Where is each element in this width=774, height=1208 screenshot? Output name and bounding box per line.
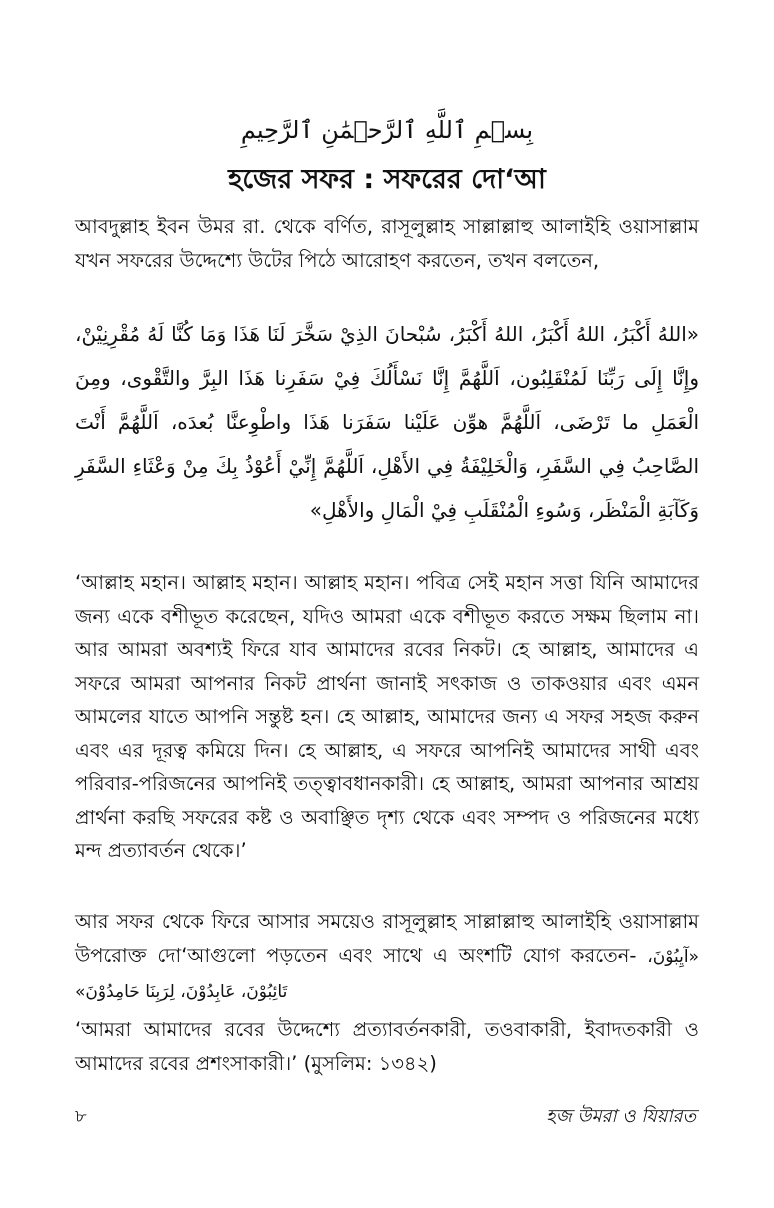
return-arabic-text: «آيِبُوْنَ، تَائِبُوْنَ، عَابِدُوْنَ، لِرَبِنَا حَامِدُوْنَ» (75, 946, 699, 1002)
return-intro-text: আর সফর থেকে ফিরে আসার সময়েও রাসূলুল্লাহ সাল্লাল্লাহু আলাইহি ওয়াসাল্লাম উপরোক্ত দো‘আগুলো পড়তেন এবং সাথে এ অংশটি যোগ করতেন- (75, 910, 699, 967)
arabic-dua-paragraph: «اللهُ أَكْبَرُ، اللهُ أَكْبَرُ، اللهُ أَكْبَرُ، سُبْحانَ الذِيْ سَخَّرَ لَنَا هَذَا وَمَا كُنَّا لَهُ مُقْرِنِيْنْ، وإِنَّا إِلَى رَبِّنَا لَمُنْقَلِبُون، اَللَّهُمَّ إِنَّا نَسْأَلُكَ فِيْ سَفَرِنا هَذَا البِرَّ والتَّقْوى، ومِنَ الْعَمَلِ ما تَرْضَى، اَللَّهُمَّ هوِّن عَلَيْنا سَفَرَنا هَذَا واطْوِعنَّا بُعدَه، اَللَّهُمَّ أَنْتَ الصَّاحِبُ فِي السَّفَرِ، وَالْخَلِيْفَةُ فِي الأَهْلِ، اَللَّهُمَّ إِنِّيْ أَعُوْذُ بِكَ مِنْ وَعْثَاءِ السَّفَرِ وَكَآبَةِ الْمَنْظَر، وَسُوءِ الْمُنْقَلَبِ فِيْ الْمَالِ والأَهْلِ» (75, 322, 699, 522)
return-translation-paragraph: ‘আমরা আমাদের রবের উদ্দেশ্যে প্রত্যাবর্তনকারী, তওবাকারী, ইবাদতকারী ও আমাদের রবের প্রশংসাকারী।’ (মুসলিম: ১৩৪২) (75, 1018, 699, 1075)
bismillah-heading: بِسۡمِ ٱللَّهِ ٱلرَّحۡمَٰنِ ٱلرَّحِيمِ (240, 116, 534, 144)
section-title: হজের সফর : সফরের দো‘আ (228, 164, 546, 195)
translation-paragraph: ‘আল্লাহ মহান। আল্লাহ মহান। আল্লাহ মহান। পবিত্র সেই মহান সত্তা যিনি আমাদের জন্য একে বশীভূত করেছেন, যদিও আমরা একে বশীভূত করতে সক্ষম ছিলাম না। আর আমরা অবশ্যই ফিরে যাব আমাদের রবের নিকট। হে আল্লাহ, আমাদের এ সফরে আমরা আপনার নিকট প্রার্থনা জানাই সৎকাজ ও তাকওয়ার এবং এমন আমলের যাতে আপনি সন্তুষ্ট হন। হে আল্লাহ, আমাদের জন্য এ সফর সহজ করুন এবং এর দূরত্ব কমিয়ে দিন। হে আল্লাহ, এ সফরে আপনিই আমাদের সাথী এবং পরিবার-পরিজনের আপনিই তত্ত্বাবধানকারী। হে আল্লাহ, আমরা আপনার আশ্রয় প্রার্থনা করছি সফরের কষ্ট ও অবাঞ্ছিত দৃশ্য থেকে এবং সম্পদ ও পরিজনের মধ্যে মন্দ প্রত্যাবর্তন থেকে।’ (75, 571, 699, 862)
return-paragraph (75, 905, 699, 1010)
intro-paragraph: আবদুল্লাহ ইবন উমর রা. থেকে বর্ণিত, রাসূলুল্লাহ সাল্লাল্লাহু আলাইহি ওয়াসাল্লাম যখন সফরের উদ্দেশ্যে উটের পিঠে আরোহণ করতেন, তখন বলতেন, (75, 215, 699, 272)
running-footer-book-title: হজ উমরা ও যিয়ারত (546, 1106, 696, 1127)
page-number: ৮ (75, 1106, 87, 1127)
